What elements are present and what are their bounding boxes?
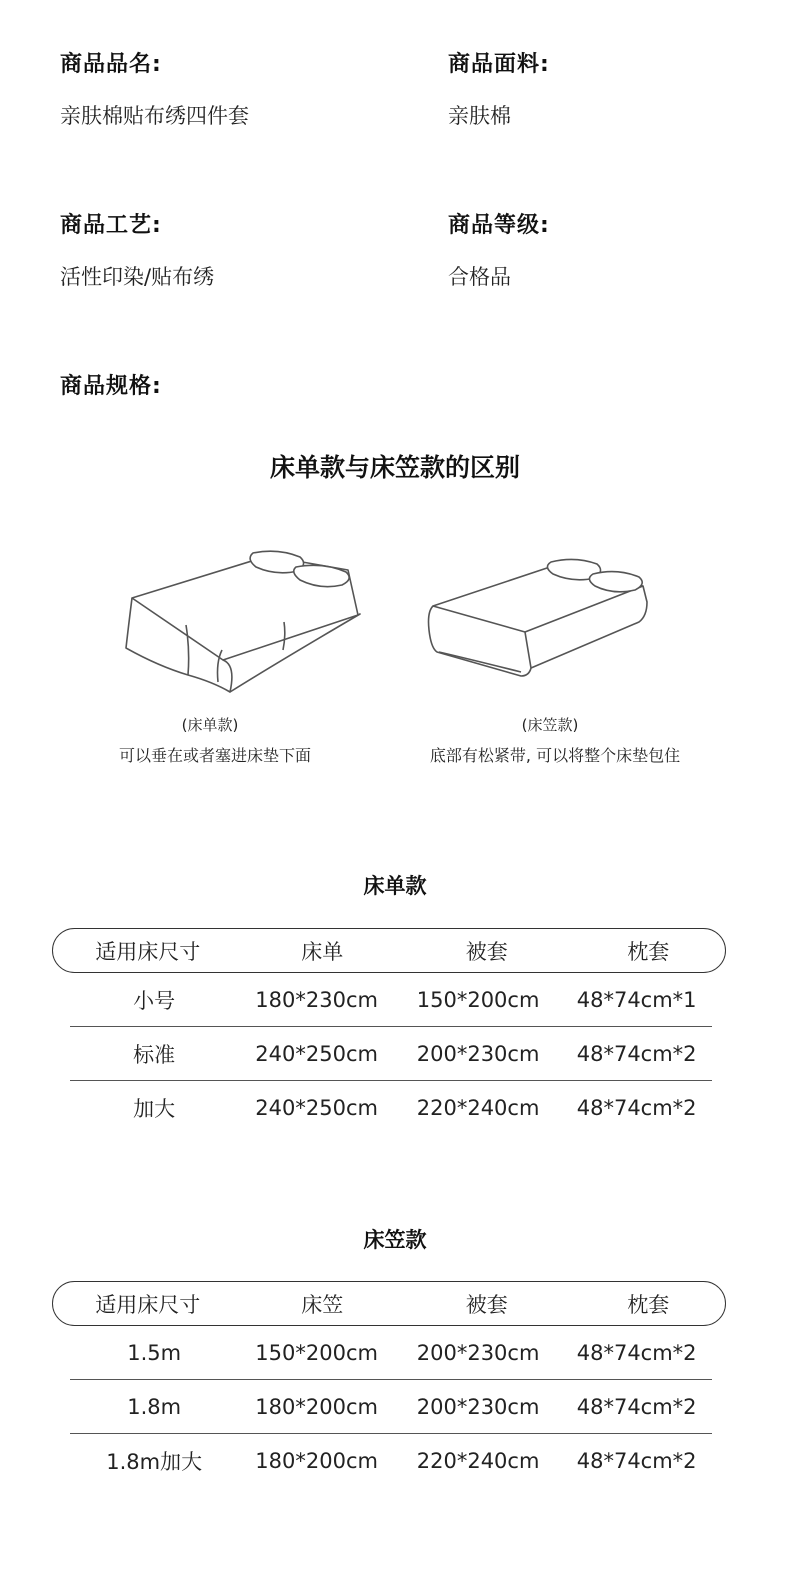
table-row (70, 1380, 712, 1434)
table-cell: 48*74cm*1 (576, 987, 697, 1012)
product-craft-value: 活性印染/贴布绣 (60, 265, 215, 289)
table-header (52, 1281, 726, 1326)
table-cell: 240*250cm (255, 1041, 378, 1066)
product-name-label: 商品品名: (60, 52, 162, 77)
header-cell: 床笠 (301, 1292, 344, 1317)
fitted-sheet-bed-illustration (425, 552, 655, 680)
product-grade-label: 商品等级: (448, 213, 550, 238)
product-name-value: 亲肤棉贴布绣四件套 (60, 104, 249, 128)
fitted-size-table (52, 1281, 726, 1488)
table-cell: 180*200cm (255, 1449, 378, 1473)
fitted-table-title: 床笠款 (363, 1228, 427, 1252)
header-cell: 枕套 (627, 1292, 670, 1317)
fitted-sheet-description: 底部有松紧带, 可以将整个床垫包住 (429, 746, 681, 765)
table-cell: 48*74cm*2 (576, 1096, 697, 1120)
table-header (52, 928, 726, 973)
table-row (70, 1027, 712, 1081)
table-row (70, 1081, 712, 1135)
header-cell: 适用床尺寸 (95, 1292, 201, 1317)
flat-sheet-caption: (床单款) (181, 716, 239, 734)
header-cell: 枕套 (627, 939, 670, 964)
table-cell: 220*240cm (416, 1449, 540, 1473)
table-cell: 200*230cm (416, 1340, 540, 1365)
header-cell: 床单 (301, 939, 344, 964)
table-cell: 1.8m加大 (106, 1450, 203, 1474)
table-cell: 220*240cm (416, 1096, 540, 1120)
table-cell: 1.8m (127, 1394, 182, 1419)
table-cell: 240*250cm (255, 1096, 378, 1120)
table-cell: 标准 (133, 1042, 176, 1067)
table-cell: 48*74cm*2 (576, 1340, 697, 1365)
sheet-table-title: 床单款 (363, 874, 427, 898)
table-row (70, 973, 712, 1027)
header-cell: 适用床尺寸 (95, 939, 201, 964)
table-cell: 180*200cm (255, 1394, 378, 1419)
product-fabric-label: 商品面料: (448, 52, 550, 77)
product-craft-label: 商品工艺: (60, 213, 162, 238)
compare-title: 床单款与床笠款的区别 (269, 453, 520, 482)
table-row (70, 1326, 712, 1380)
table-cell: 48*74cm*2 (576, 1394, 697, 1419)
product-grade-value: 合格品 (448, 265, 511, 289)
product-fabric-block (448, 47, 550, 130)
flat-sheet-bed-illustration (118, 540, 368, 695)
table-cell: 48*74cm*2 (576, 1449, 697, 1473)
table-cell: 1.5m (127, 1340, 182, 1365)
product-craft-block (60, 208, 214, 291)
flat-sheet-description: 可以垂在或者塞进床垫下面 (118, 746, 311, 765)
header-cell: 被套 (465, 939, 508, 964)
table-row (70, 1434, 712, 1488)
table-cell: 200*230cm (416, 1394, 540, 1419)
product-fabric-value: 亲肤棉 (448, 104, 511, 128)
table-cell: 150*200cm (416, 987, 540, 1012)
table-cell: 加大 (133, 1097, 176, 1121)
product-name-block (60, 47, 249, 130)
table-cell: 48*74cm*2 (576, 1041, 697, 1066)
product-spec-label: 商品规格: (60, 374, 162, 399)
table-cell: 150*200cm (255, 1340, 378, 1365)
product-grade-block (448, 208, 550, 291)
product-spec-block (60, 369, 162, 400)
table-cell: 180*230cm (255, 987, 378, 1012)
table-cell: 小号 (133, 988, 176, 1013)
sheet-size-table (52, 928, 726, 1135)
fitted-sheet-caption: (床笠款) (521, 716, 579, 734)
table-cell: 200*230cm (416, 1041, 540, 1066)
header-cell: 被套 (465, 1292, 508, 1317)
